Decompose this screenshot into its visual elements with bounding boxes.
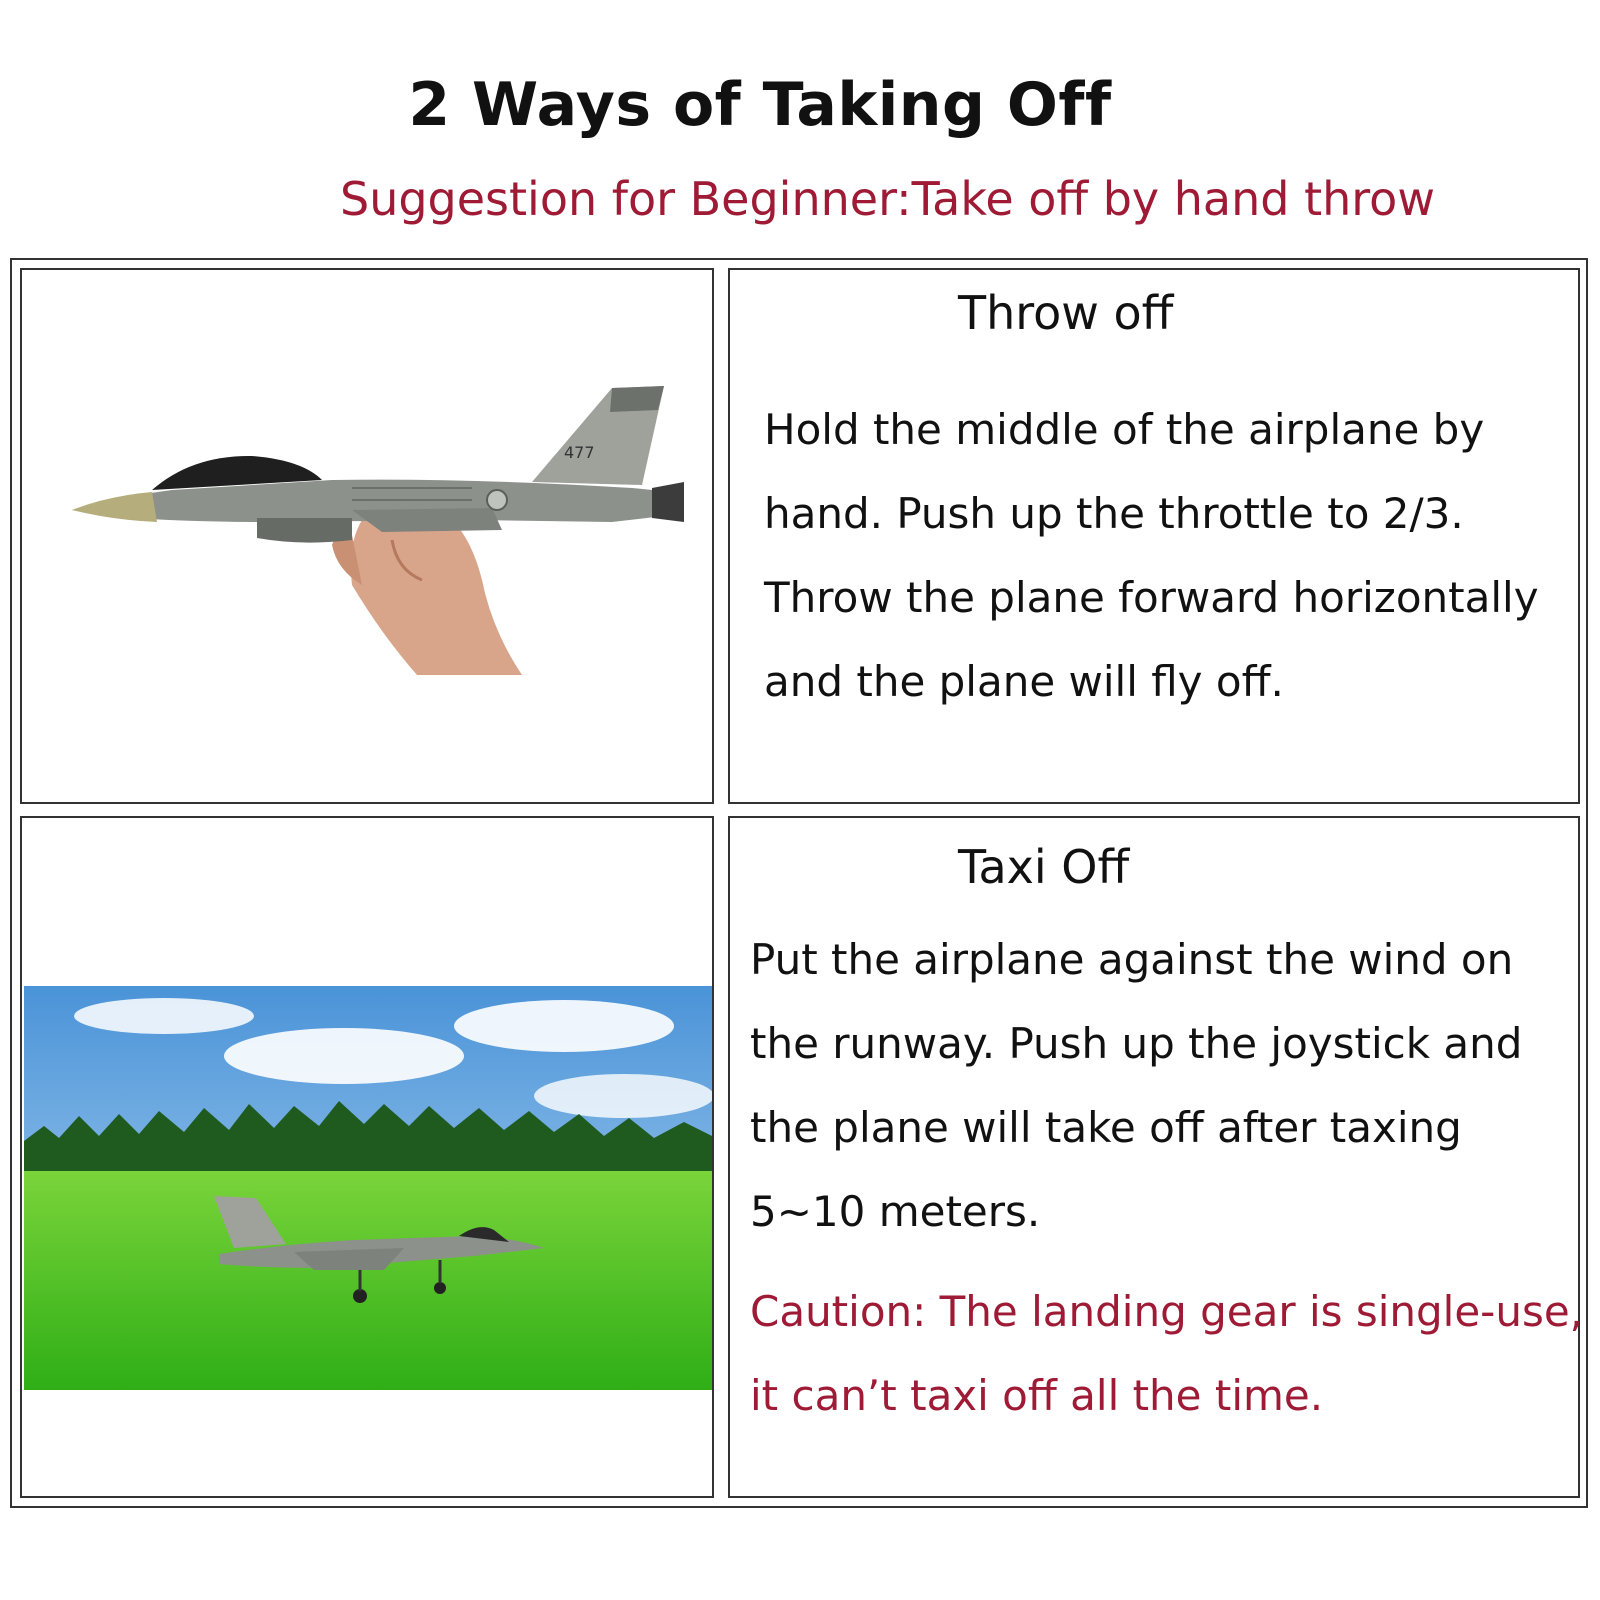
page-title: 2 Ways of Taking Off — [408, 70, 1112, 140]
instruction-line: hand. Push up the throttle to 2/3. — [764, 489, 1464, 538]
throw-off-heading: Throw off — [958, 286, 1174, 340]
caution-line: Caution: The landing gear is single-use, — [750, 1287, 1584, 1336]
taxi-off-text-cell — [728, 816, 1584, 1498]
instruction-line: Put the airplane against the wind on — [750, 935, 1514, 984]
throw-off-instructions — [764, 388, 1539, 724]
hand-throw-jet-image — [52, 370, 692, 680]
throw-off-image-cell — [20, 268, 714, 804]
instruction-line: 5~10 meters. — [750, 1187, 1041, 1236]
taxi-jet-field-image — [24, 986, 712, 1390]
throw-off-text-cell — [728, 268, 1580, 804]
instruction-line: the runway. Push up the joystick and — [750, 1019, 1523, 1068]
tail-number-text: 477 — [564, 443, 595, 462]
beginner-suggestion: Suggestion for Beginner:Take off by hand throw — [340, 172, 1435, 226]
instruction-line: Hold the middle of the airplane by — [764, 405, 1485, 454]
instruction-line: the plane will take off after taxing — [750, 1103, 1462, 1152]
taxi-off-instructions — [750, 918, 1522, 1254]
taxi-off-heading: Taxi Off — [958, 840, 1130, 894]
instruction-line: and the plane will fly off. — [764, 657, 1284, 706]
caution-note — [750, 1270, 1583, 1438]
instruction-line: Throw the plane forward horizontally — [764, 573, 1539, 622]
taxi-off-image-cell — [20, 816, 714, 1498]
caution-line: it can’t taxi off all the time. — [750, 1371, 1324, 1420]
